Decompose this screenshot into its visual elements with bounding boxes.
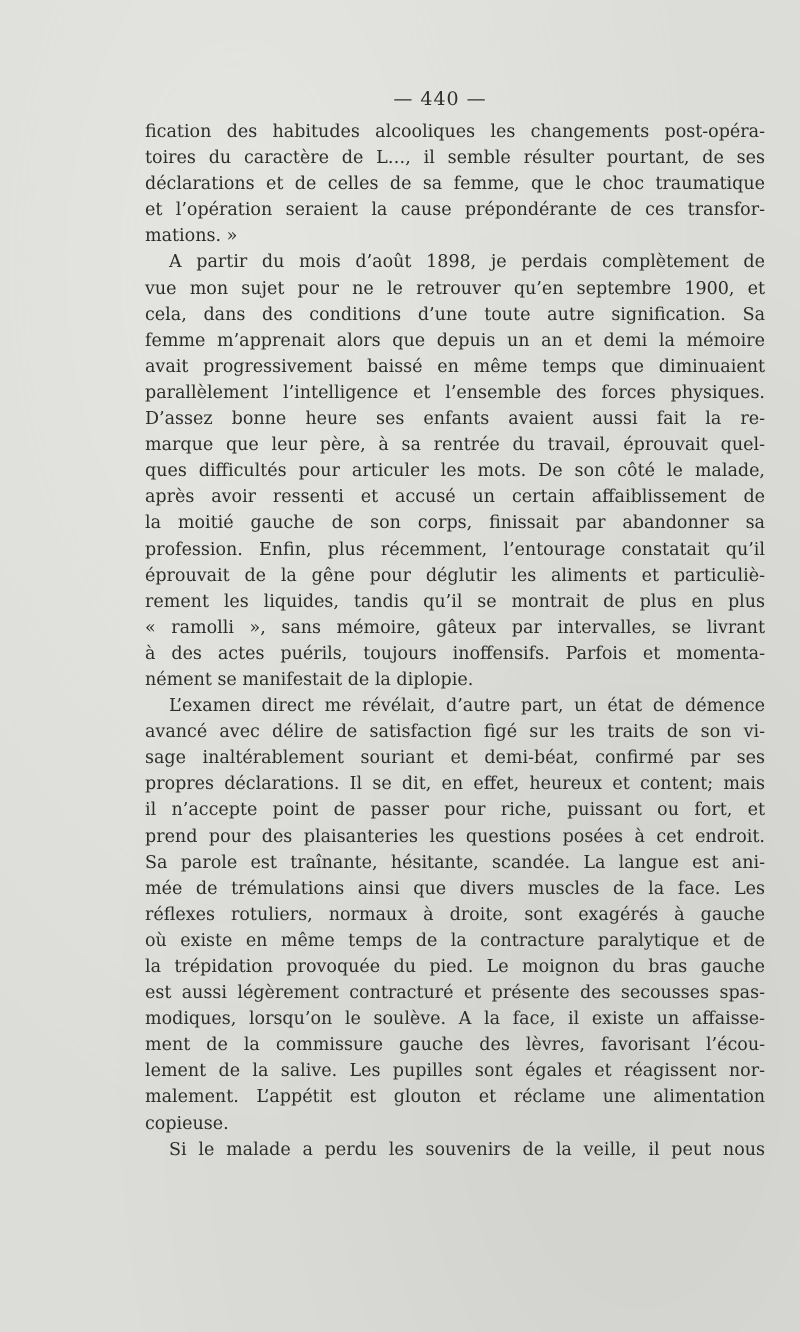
text-line: profession. Enfin, plus récemment, l’entourage constatait qu’il: [145, 539, 765, 560]
text-line: mée de trémulations ainsi que divers muscles de la face. Les: [145, 878, 765, 899]
text-line: à des actes puérils, toujours inoffensifs. Parfois et momenta-: [145, 643, 765, 664]
text-line: marque que leur père, à sa rentrée du travail, éprouvait quel-: [145, 435, 765, 456]
text-line: réflexes rotuliers, normaux à droite, sont exagérés à gauche: [145, 904, 765, 925]
text-line: toires du caractère de L…, il semble résulter pourtant, de ses: [145, 148, 765, 169]
text-line: déclarations et de celles de sa femme, que le choc traumatique: [145, 174, 765, 195]
text-line: cela, dans des conditions d’une toute autre signification. Sa: [145, 304, 765, 325]
text-line: A partir du mois d’août 1898, je perdais complètement de: [169, 252, 765, 273]
text-line: parallèlement l’intelligence et l’ensemble des forces physiques.: [145, 382, 765, 403]
text-line: copieuse.: [145, 1113, 229, 1134]
text-line: lement de la salive. Les pupilles sont égales et réagissent nor-: [145, 1061, 765, 1082]
text-line: avancé avec délire de satisfaction figé sur les traits de son vi-: [145, 722, 765, 743]
text-line: avait progressivement baissé en même temps que diminuaient: [145, 356, 765, 377]
body-text: [145, 119, 765, 1163]
text-line: ques difficultés pour articuler les mots. De son côté le malade,: [145, 461, 765, 482]
text-line: Sa parole est traînante, hésitante, scandée. La langue est ani-: [145, 852, 765, 873]
text-line: prend pour des plaisanteries les questions posées à cet endroit.: [145, 826, 765, 847]
text-line: femme m’apprenait alors que depuis un an et demi la mémoire: [145, 330, 765, 351]
text-line: il n’accepte point de passer pour riche, puissant ou fort, et: [145, 800, 765, 821]
text-line: éprouvait de la gêne pour déglutir les aliments et particuliè-: [145, 565, 765, 586]
text-line: propres déclarations. Il se dit, en effet, heureux et content; mais: [145, 774, 765, 795]
text-line: modiques, lorsqu’on le soulève. A la face, il existe un affaisse-: [145, 1009, 765, 1030]
text-line: ment de la commissure gauche des lèvres, favorisant l’écou-: [145, 1035, 765, 1056]
text-line: Si le malade a perdu les souvenirs de la veille, il peut nous: [169, 1139, 765, 1160]
text-line: mations. »: [145, 226, 238, 247]
text-line: la moitié gauche de son corps, finissait par abandonner sa: [145, 513, 765, 534]
text-line: la trépidation provoquée du pied. Le moignon du bras gauche: [145, 957, 765, 977]
text-line: malement. L’appétit est glouton et réclame une alimentation: [145, 1087, 765, 1108]
text-line: « ramolli », sans mémoire, gâteux par intervalles, se livrant: [145, 617, 765, 638]
text-line: fication des habitudes alcooliques les changements post-opéra-: [145, 122, 765, 142]
text-line: nément se manifestait de la diplopie.: [145, 669, 474, 690]
text-line: sage inaltérablement souriant et demi-béat, confirmé par ses: [145, 748, 765, 769]
text-line: et l’opération seraient la cause prépondérante de ces transfor-: [145, 200, 765, 221]
text-line: vue mon sujet pour ne le retrouver qu’en septembre 1900, et: [145, 278, 765, 299]
text-line: rement les liquides, tandis qu’il se montrait de plus en plus: [145, 591, 765, 612]
text-line: après avoir ressenti et accusé un certain affaiblissement de: [145, 487, 765, 508]
text-line: D’assez bonne heure ses enfants avaient aussi fait la re-: [145, 409, 765, 430]
text-line: où existe en même temps de la contracture paralytique et de: [145, 930, 765, 951]
page-number: — 440 —: [393, 88, 487, 110]
text-line: L’examen direct me révélait, d’autre part, un état de démence: [169, 696, 765, 717]
text-line: est aussi légèrement contracturé et présente des secousses spas-: [145, 983, 765, 1004]
